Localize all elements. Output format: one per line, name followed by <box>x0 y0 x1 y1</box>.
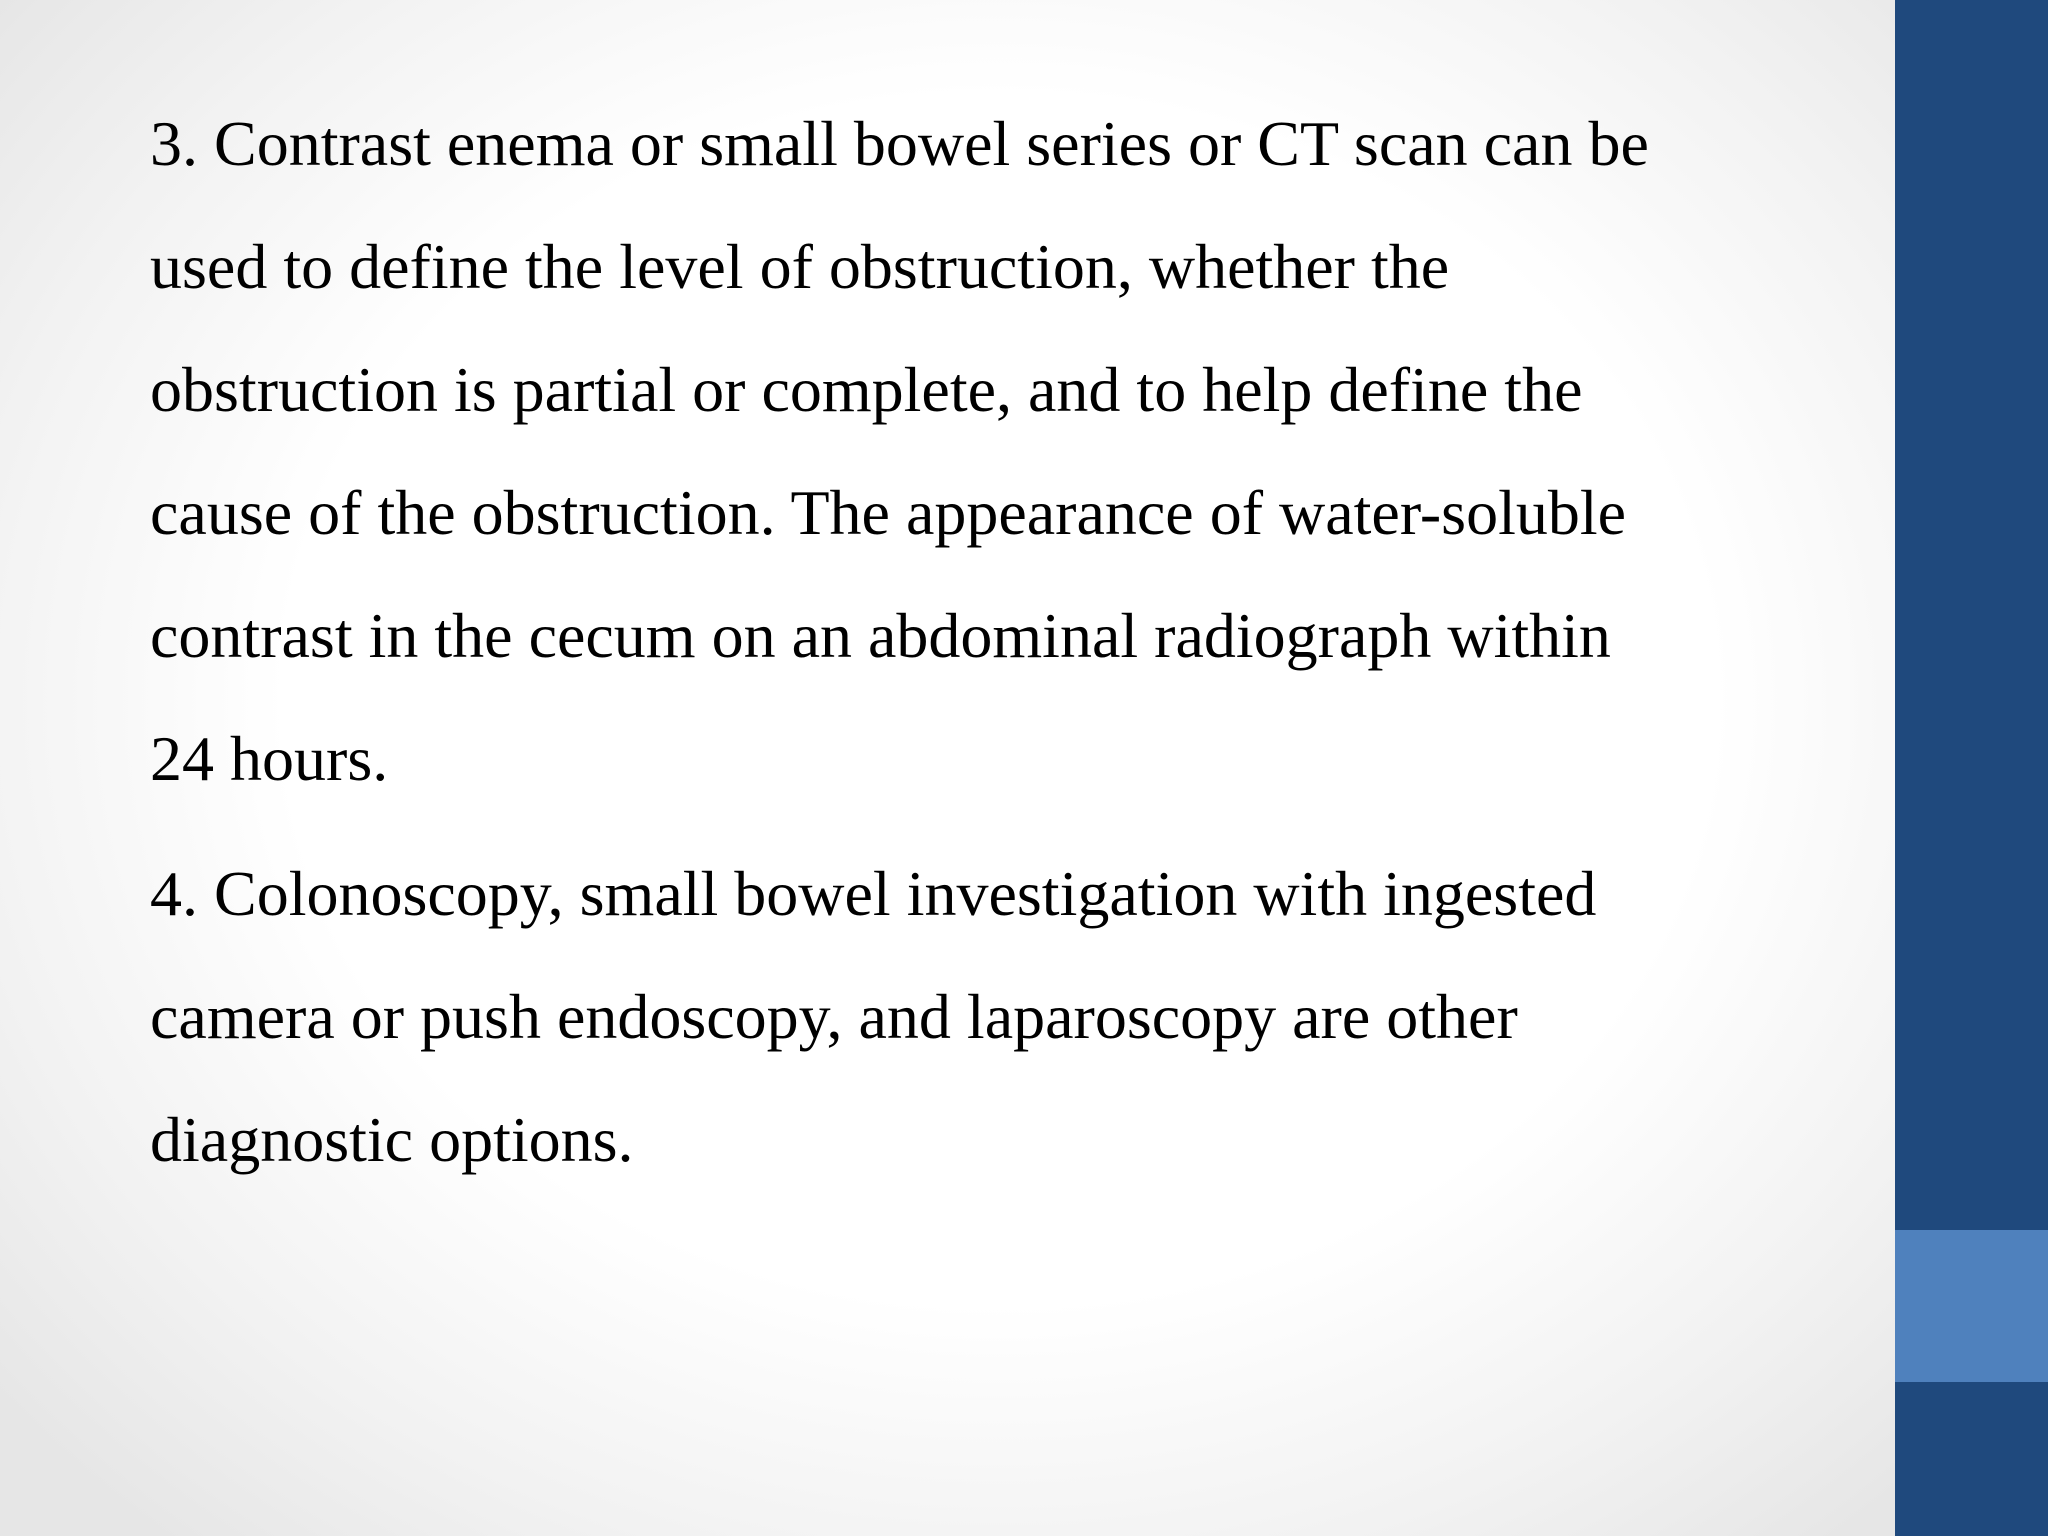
paragraph-4 <box>150 832 1870 1201</box>
text-line: obstruction is partial or complete, and to help define the <box>150 354 1583 425</box>
text-line: cause of the obstruction. The appearance of water-soluble <box>150 477 1627 548</box>
text-line: used to define the level of obstruction, whether the <box>150 231 1450 302</box>
slide-body <box>150 82 1870 1201</box>
text-line: 24 hours. <box>150 723 389 794</box>
text-line: 4. Colonoscopy, small bowel investigation with ingested <box>150 858 1597 929</box>
side-accent-block <box>1895 1230 2048 1382</box>
text-line: camera or push endoscopy, and laparoscopy are other <box>150 981 1518 1052</box>
text-line: contrast in the cecum on an abdominal radiograph within <box>150 600 1611 671</box>
text-line: 3. Contrast enema or small bowel series or CT scan can be <box>150 108 1649 179</box>
text-line: diagnostic options. <box>150 1104 634 1175</box>
paragraph-3 <box>150 82 1870 820</box>
